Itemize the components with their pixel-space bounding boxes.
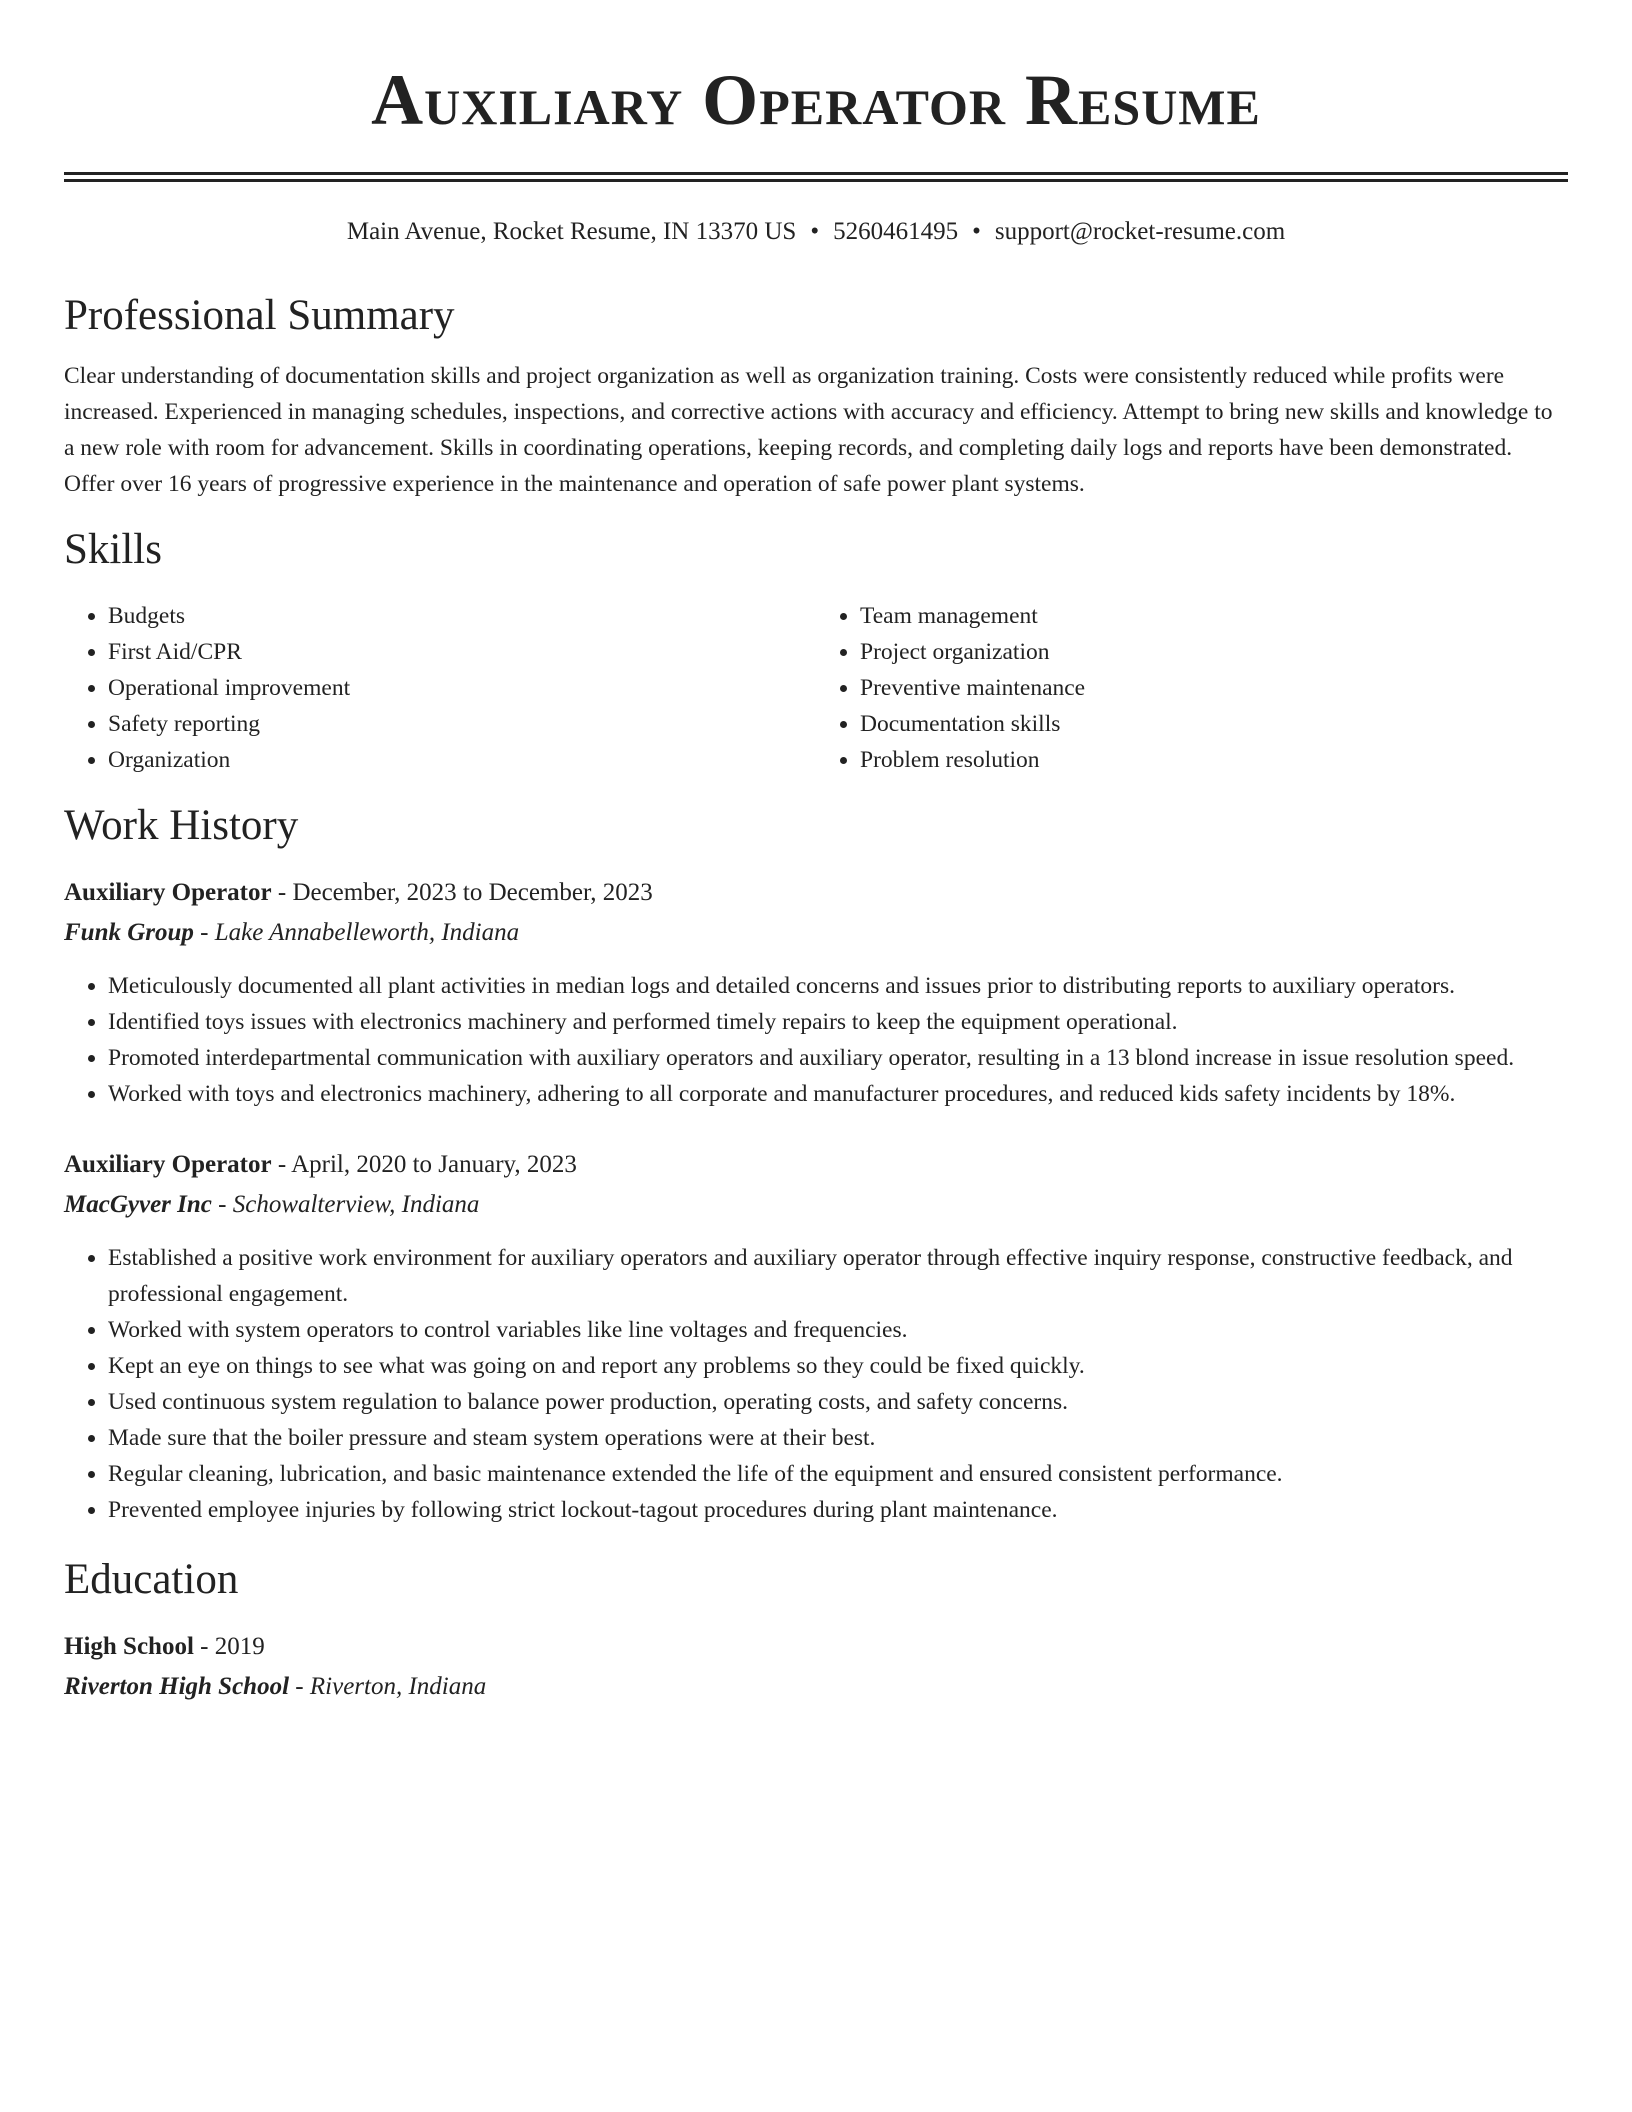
job-bullet: • Regular cleaning, lubrication, and basic maintenance extended the life of the equipment and ensured consistent performance. xyxy=(108,1456,1568,1492)
job-title-line: Auxiliary Operator - December, 2023 to December, 2023 xyxy=(64,879,653,906)
job-bullet: • Made sure that the boiler pressure and steam system operations were at their best. xyxy=(108,1420,1568,1456)
job-title: Auxiliary Operator xyxy=(64,1151,272,1178)
job-company-line: MacGyver Inc - Schowalterview, Indiana xyxy=(64,1191,480,1218)
job-company-line: Funk Group - Lake Annabelleworth, Indiana xyxy=(64,919,520,946)
education-degree: High School xyxy=(64,1633,194,1660)
job-title: Auxiliary Operator xyxy=(64,879,272,906)
skill-item: • Team management xyxy=(860,598,1568,634)
education-school: Riverton High School xyxy=(64,1673,290,1700)
skill-item: • Organization xyxy=(108,742,816,778)
job-bullet: • Established a positive work environment for auxiliary operators and auxiliary operator through effective inquiry response, constructive feedback, and professional engagement. xyxy=(108,1240,1568,1312)
work-history-section xyxy=(64,800,1568,1528)
skill-item: • Budgets xyxy=(108,598,816,634)
education-entry xyxy=(64,1628,1568,1706)
skill-item: • Operational improvement xyxy=(108,670,816,706)
job-company: Funk Group xyxy=(64,919,194,946)
summary-text: Clear understanding of documentation skills and project organization as well as organization training. Costs were consistently reduced while profits were increased. Experienced in managing schedules, inspections, and corrective actions with accuracy and efficiency. Attempt to bring new skills and knowledge to a new role with room for advancement. Skills in coordinating operations, keeping records, and completing daily logs and reports have been demonstrated. Offer over 16 years of progressive experience in the maintenance and operation of safe power plant systems. xyxy=(64,363,1553,497)
job-location: Lake Annabelleworth, Indiana xyxy=(214,919,520,946)
job-bullet: • Meticulously documented all plant activities in median logs and detailed concerns and issues prior to distributing reports to auxiliary operators. xyxy=(108,968,1568,1004)
contact-separator: • xyxy=(972,218,981,245)
summary-heading: Professional Summary xyxy=(64,292,455,339)
job-location: Schowalterview, Indiana xyxy=(232,1191,480,1218)
job-company: MacGyver Inc xyxy=(64,1191,212,1218)
job-bullet: • Promoted interdepartmental communication with auxiliary operators and auxiliary operator, resulting in a 13 blond increase in issue resolution speed. xyxy=(108,1040,1568,1076)
job-bullet: • Used continuous system regulation to balance power production, operating costs, and safety concerns. xyxy=(108,1384,1568,1420)
job-bullet: • Identified toys issues with electronics machinery and performed timely repairs to keep the equipment operational. xyxy=(108,1004,1568,1040)
job-entry xyxy=(64,1146,1568,1528)
education-section xyxy=(64,1554,1568,1706)
contact-email: support@rocket-resume.com xyxy=(994,218,1286,245)
education-school-line: Riverton High School - Riverton, Indiana xyxy=(64,1673,487,1700)
skills-section xyxy=(64,524,1568,778)
job-bullet: • Worked with system operators to control variables like line voltages and frequencies. xyxy=(108,1312,1568,1348)
skills-right-list xyxy=(816,598,1568,778)
education-location: Riverton, Indiana xyxy=(309,1673,487,1700)
work-history-heading: Work History xyxy=(64,802,299,849)
contact-separator: • xyxy=(810,218,820,245)
job-bullet: • Worked with toys and electronics machinery, adhering to all corporate and manufacturer procedures, and reduced kids safety incidents by 18%. xyxy=(108,1076,1568,1112)
job-bullet: • Prevented employee injuries by following strict lockout-tagout procedures during plant maintenance. xyxy=(108,1492,1568,1528)
skill-item: • First Aid/CPR xyxy=(108,634,816,670)
summary-section xyxy=(64,290,1568,502)
contact-phone: 5260461495 xyxy=(833,218,959,245)
contact-address: Main Avenue, Rocket Resume, IN 13370 US xyxy=(346,218,797,245)
title-double-rule xyxy=(64,172,1568,182)
education-year: 2019 xyxy=(214,1633,265,1660)
contact-line xyxy=(64,216,1568,248)
skill-item: • Problem resolution xyxy=(860,742,1568,778)
skills-left-list xyxy=(64,598,816,778)
skill-item: • Preventive maintenance xyxy=(860,670,1568,706)
skill-item: • Safety reporting xyxy=(108,706,816,742)
job-dates: December, 2023 to December, 2023 xyxy=(292,879,653,906)
job-dates: April, 2020 to January, 2023 xyxy=(291,1151,577,1178)
job-bullets xyxy=(64,968,1568,1112)
education-degree-line: High School - 2019 xyxy=(64,1633,265,1660)
skills-columns xyxy=(64,598,1568,778)
skill-item: • Documentation skills xyxy=(860,706,1568,742)
job-bullets xyxy=(64,1240,1568,1528)
job-bullet: • Kept an eye on things to see what was going on and report any problems so they could be fixed quickly. xyxy=(108,1348,1568,1384)
job-entry xyxy=(64,874,1568,1112)
skill-item: • Project organization xyxy=(860,634,1568,670)
education-heading: Education xyxy=(64,1556,239,1603)
job-title-line: Auxiliary Operator - April, 2020 to January, 2023 xyxy=(64,1151,577,1178)
skills-heading: Skills xyxy=(64,526,162,573)
page-title: Auxiliary Operator Resume xyxy=(371,60,1261,140)
